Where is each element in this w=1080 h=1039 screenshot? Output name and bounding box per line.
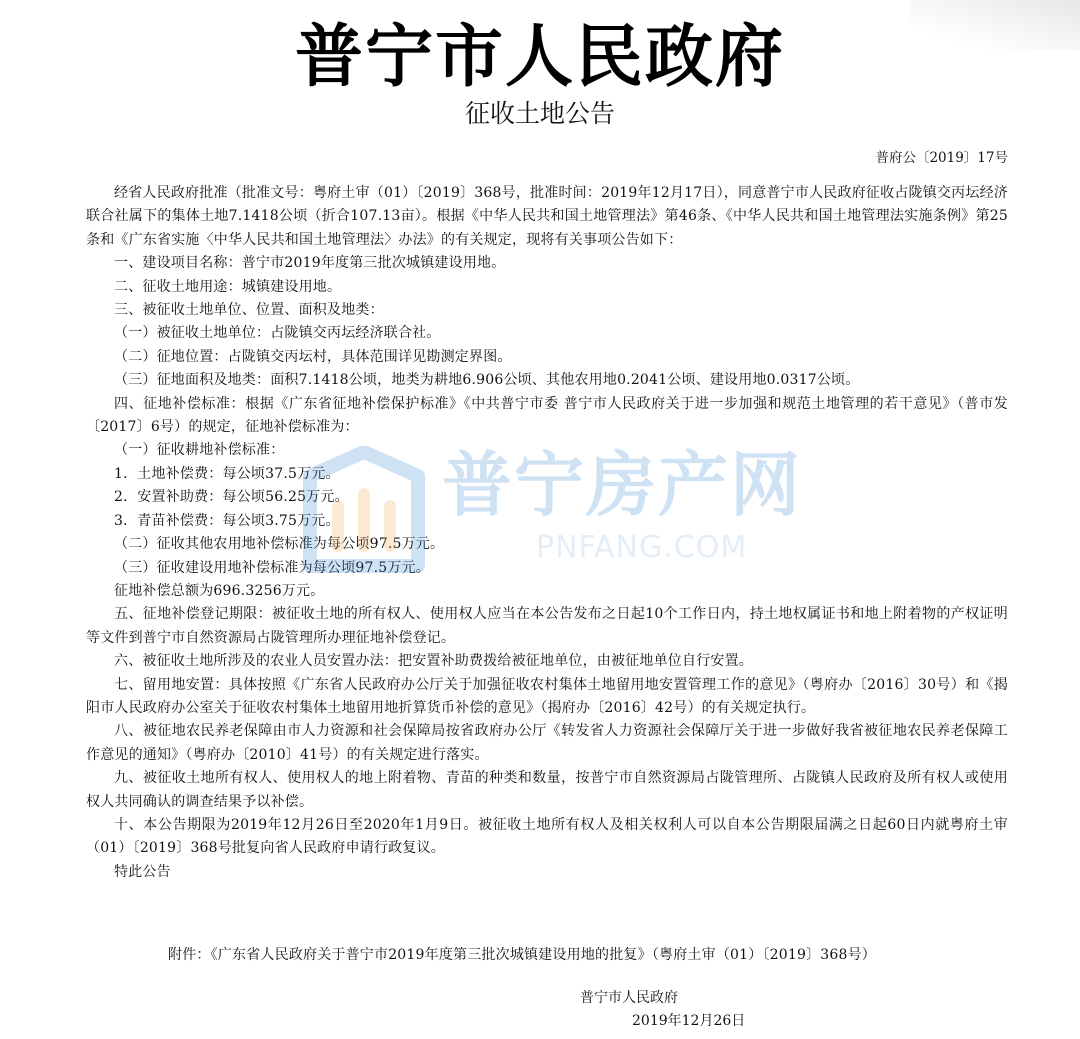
paragraph-item-8: 八、被征地农民养老保障由市人力资源和社会保障局按省政府办公厅《转发省人力资源社会保障厅关于进一步做好我省被征地农民养老保障工作意见的通知》（粤府办〔2010〕41号）的有关规定进行落实。	[86, 723, 1008, 763]
paragraph-item-4-1-b: 2．安置补助费：每公顷56.25万元。	[114, 489, 349, 506]
annex-line: 附件：《广东省人民政府关于普宁市2019年度第三批次城镇建设用地的批复》（粤府土审（01）〔2019〕368号）	[168, 947, 876, 963]
paragraph-item-3-3: （三）征地面积及地类：面积7.1418公顷，地类为耕地6.906公顷、其他农用地0.2041公顷、建设用地0.0317公顷。	[114, 372, 860, 389]
paragraph-item-4-1-a: 1．土地补偿费：每公顷37.5万元。	[114, 465, 340, 482]
signature-organization: 普宁市人民政府	[580, 990, 678, 1006]
paragraph-total-compensation: 征地补偿总额为696.3256万元。	[114, 582, 325, 599]
paragraph-closing: 特此公告	[114, 863, 171, 880]
paragraph-item-4-2: （二）征收其他农用地补偿标准为每公顷97.5万元。	[114, 536, 445, 553]
signature-date: 2019年12月26日	[632, 1013, 746, 1029]
watermark-text: 普宁房产网	[442, 444, 802, 526]
paragraph-item-3-2: （二）征地位置：占陇镇交丙坛村，具体范围详见勘测定界图。	[114, 348, 512, 365]
paragraph-item-3-1: （一）被征收土地单位：占陇镇交丙坛经济联合社。	[114, 325, 441, 342]
notice-subtitle: 征收土地公告	[464, 99, 615, 128]
paragraph-item-6: 六、被征收土地所涉及的农业人员安置办法：把安置补助费拨给被征地单位，由被征地单位自行安置。	[114, 653, 753, 670]
paragraph-item-4-3: （三）征收建设用地补偿标准为每公顷97.5万元。	[114, 559, 430, 576]
paragraph-item-4-1: （一）征收耕地补偿标准：	[114, 442, 285, 459]
paragraph-item-7: 七、留用地安置：具体按照《广东省人民政府办公厅关于加强征收农村集体土地留用地安置管理工作的意见》（粤府办〔2016〕30号）和《揭阳市人民政府办公室关于征收农村集体土地留用地折算货币补偿的意见》（揭府办〔2016〕42号）的有关规定执行。	[86, 676, 1008, 716]
notice-body	[86, 182, 1008, 884]
paragraph-item-9: 九、被征收土地所有权人、使用权人的地上附着物、青苗的种类和数量，按普宁市自然资源局占陇管理所、占陇镇人民政府及所有权人或使用权人共同确认的调查结果予以补偿。	[86, 770, 1008, 810]
paragraph-item-10: 十、本公告期限为2019年12月26日至2020年1月9日。被征收土地所有权人及相关权利人可以自本公告期限届满之日起60日内就粤府土审（01）〔2019〕368号批复向省人民政府申请行政复议。	[86, 816, 1008, 857]
paragraph-intro: 经省人民政府批准（批准文号：粤府土审（01）〔2019〕368号，批准时间：2019年12月17日），同意普宁市人民政府征收占陇镇交丙坛经济联合社属下的集体土地7.1418公顷（折合107.13亩）。根据《中华人民共和国土地管理法》第46条、《中华人民共和国土地管理法实施条例》第25条和《广东省实施〈中华人民共和国土地管理法〉办法》的有关规定，现将有关事项公告如下：	[86, 185, 1008, 248]
document-number: 普府公〔2019〕17号	[875, 150, 1008, 166]
watermark-domain: PNFANG.COM	[536, 530, 748, 565]
paragraph-item-4-1-c: 3．青苗补偿费：每公顷3.75万元。	[114, 512, 340, 529]
paragraph-item-4: 四、征地补偿标准：根据《广东省征地补偿保护标准》《中共普宁市委 普宁市人民政府关于进一步加强和规范土地管理的若干意见》（普市发〔2017〕6号）的规定，征地补偿标准为：	[86, 395, 1008, 436]
paragraph-item-1: 一、建设项目名称：普宁市2019年度第三批次城镇建设用地。	[114, 255, 506, 272]
issuer-title: 普宁市人民政府	[294, 18, 785, 97]
paragraph-item-3: 三、被征收土地单位、位置、面积及地类：	[114, 302, 384, 319]
paragraph-item-5: 五、征地补偿登记期限：被征收土地的所有权人、使用权人应当在本公告发布之日起10个工作日内，持土地权属证书和地上附着物的产权证明等文件到普宁市自然资源局占陇管理所办理征地补偿登记。	[86, 606, 1008, 646]
paragraph-item-2: 二、征收土地用途：城镇建设用地。	[114, 278, 342, 295]
